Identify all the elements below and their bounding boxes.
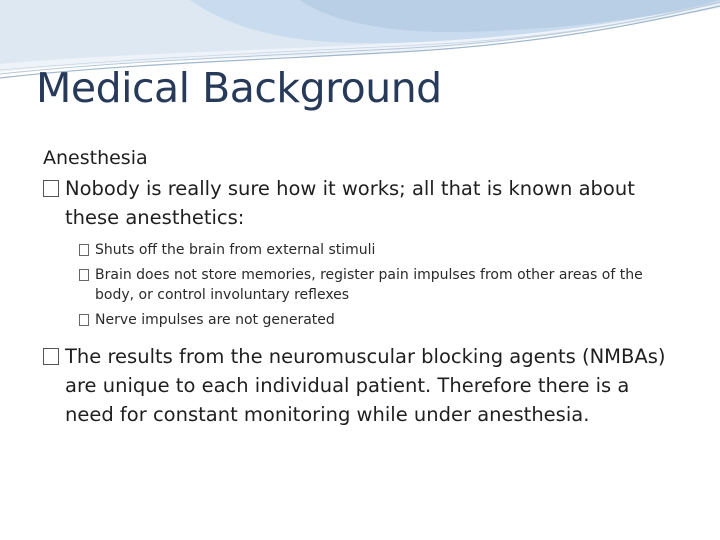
subbullet-box-icon [79, 269, 89, 281]
subbullet-3-text: Nerve impulses are not generated [95, 312, 335, 328]
bullet-2-text: The results from the neuromuscular blocking agents (NMBAs) are unique to each individual patient. Therefore there is a need for constant monitoring while under anesthesia. [65, 345, 666, 426]
slide-title: Medical Background [36, 64, 442, 112]
subbullet-box-icon [79, 314, 89, 326]
bullet-1-text: Nobody is really sure how it works; all that is known about these anesthetics: [65, 177, 635, 229]
slide-body [43, 144, 683, 429]
bullet-box-icon [43, 180, 59, 197]
subbullet-2 [43, 265, 683, 305]
subbullet-1-text: Shuts off the brain from external stimuli [95, 242, 376, 258]
subbullet-list [43, 240, 683, 330]
subbullet-box-icon [79, 244, 89, 256]
bullet-2 [43, 342, 683, 429]
bullet-box-icon [43, 348, 59, 365]
bullet-1 [43, 174, 683, 232]
subbullet-2-text: Brain does not store memories, register pain impulses from other areas of the body, or control involuntary reflexes [95, 267, 643, 303]
subbullet-1 [43, 240, 683, 260]
subbullet-3 [43, 310, 683, 330]
subheading: Anesthesia [43, 147, 148, 169]
